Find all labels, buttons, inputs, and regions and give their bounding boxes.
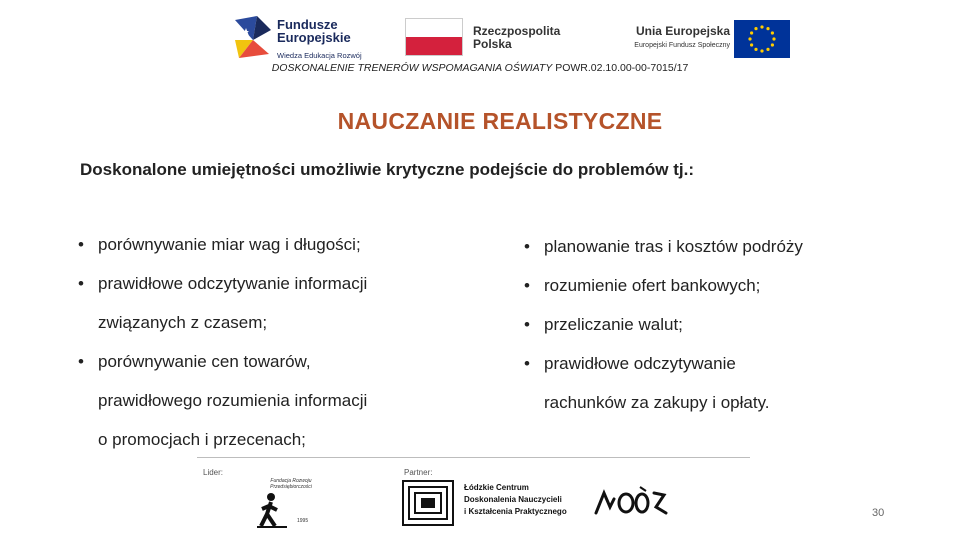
list-item-text: prawidłowe odczytywanie informacji [98, 274, 368, 293]
eu-stars-icon [734, 20, 790, 58]
partner-label: Partner: [404, 468, 433, 477]
bullet-icon: • [524, 276, 530, 295]
walking-figure-icon [257, 492, 287, 528]
fe-logo-line2: Europejskie [277, 30, 351, 45]
project-title: DOSKONALENIE TRENERÓW WSPOMAGANIA OŚWIATY [271, 62, 553, 74]
lider-label: Lider: [203, 468, 224, 477]
rp-logo-title [473, 25, 560, 51]
fe-stars-icon [233, 14, 273, 62]
lodz-line2: Doskonalenia Nauczycieli [464, 495, 562, 504]
list-item-text: rozumienie ofert bankowych; [544, 276, 761, 295]
left-bullet-list [76, 225, 476, 459]
concentric-squares-icon [402, 480, 454, 526]
ue-logo-title: Unia Europejska [635, 24, 730, 38]
lodz-line1: Łódzkie Centrum [464, 483, 529, 492]
list-item-continuation: rachunków za zakupy i opłaty. [544, 393, 770, 412]
right-bullet-list [522, 227, 922, 422]
bullet-icon: • [524, 237, 530, 256]
list-item [522, 344, 922, 383]
bullet-icon: • [78, 352, 84, 371]
list-item [522, 227, 922, 266]
list-item-text: planowanie tras i kosztów podróży [544, 237, 803, 256]
lodzkie-centrum-logo [402, 480, 567, 528]
list-item [522, 266, 922, 305]
list-item [76, 264, 476, 303]
slide-title: NAUCZANIE REALISTYCZNE [337, 108, 663, 134]
slide-lead: Doskonalone umiejętności umożliwie krytyczne podejście do problemów tj.: [80, 160, 695, 179]
bullet-icon: • [524, 354, 530, 373]
list-item-continuation: o promocjach i przecenach; [98, 430, 306, 449]
page-number: 30 [872, 507, 885, 519]
polish-flag-icon [405, 18, 463, 56]
list-item [76, 225, 476, 264]
fe-logo-line1: Fundusze [277, 17, 338, 32]
list-item-text: porównywanie cen towarów, [98, 352, 311, 371]
list-item-continuation: związanych z czasem; [98, 313, 268, 332]
eu-flag-icon [734, 20, 790, 58]
lodz-line3: i Kształcenia Praktycznego [464, 507, 567, 516]
lodz-logo-text [464, 482, 567, 518]
fe-logo-subtitle: Wiedza Edukacja Rozwój [277, 51, 362, 60]
list-item-continuation: prawidłowego rozumienia informacji [98, 391, 368, 410]
list-item-text: prawidłowe odczytywanie [544, 354, 736, 373]
bullet-icon: • [78, 235, 84, 254]
bullet-icon: • [524, 315, 530, 334]
lider-logo-text: Fundacja Rozwoju Przedsiębiorczości [270, 478, 312, 490]
list-item-text: przeliczanie walut; [544, 315, 683, 334]
list-item-text: porównywanie miar wag i długości; [98, 235, 361, 254]
list-item [522, 305, 922, 344]
fundusze-europejskie-logo [233, 12, 378, 64]
logo-bar [0, 8, 960, 70]
rp-logo-line1: Rzeczpospolita [473, 24, 561, 38]
ue-logo-subtitle: Europejski Fundusz Społeczny [634, 42, 730, 49]
lider-logo [255, 478, 325, 530]
lider-logo-year: 1995 [297, 518, 309, 524]
project-code: POWR.02.10.00-00-7015/17 [552, 62, 689, 74]
footer-divider [197, 457, 750, 458]
rzeczpospolita-polska-logo [405, 18, 580, 64]
unia-europejska-logo [600, 18, 795, 64]
list-item [76, 342, 476, 381]
rp-logo-line2: Polska [473, 37, 512, 51]
project-name [0, 62, 960, 74]
fe-logo-title [277, 18, 351, 44]
lodz-city-logo-icon [590, 485, 670, 521]
bullet-icon: • [78, 274, 84, 293]
